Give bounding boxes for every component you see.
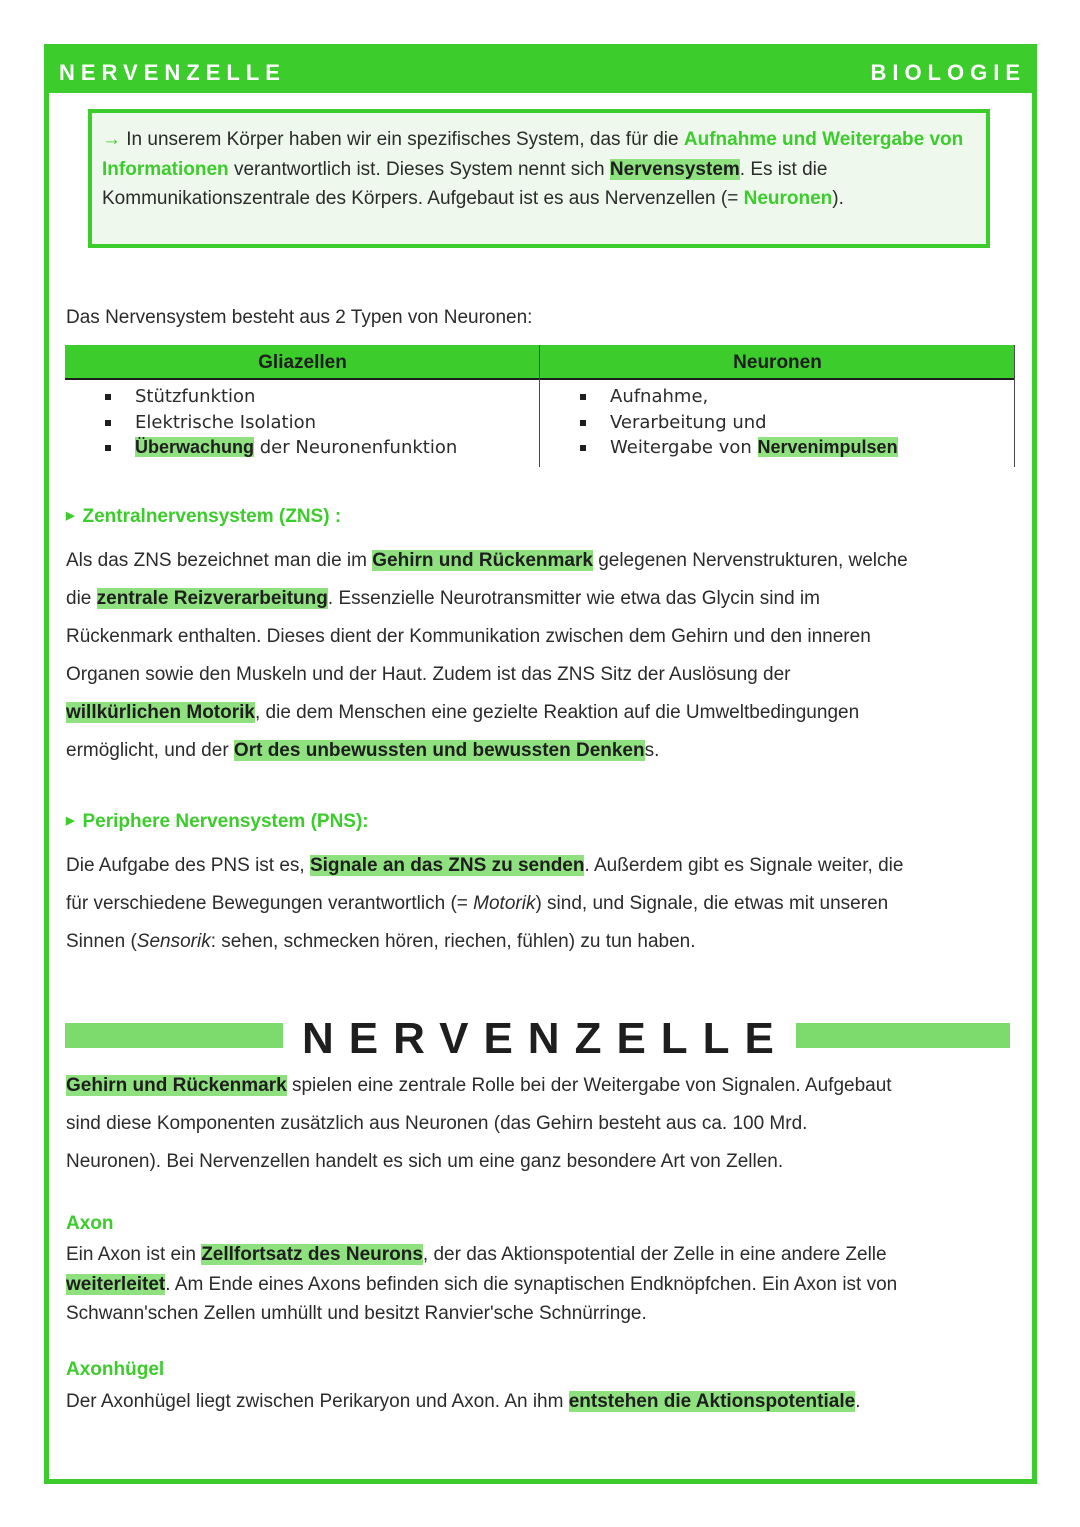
highlight: Ort des unbewussten und bewussten Denken	[233, 740, 645, 761]
table-header-gliazellen: Gliazellen	[65, 345, 540, 380]
intro-text: ).	[832, 188, 844, 209]
intro-text: . Es ist die Kommunikationszentrale des Körpers. Aufgebaut ist es aus Nervenzellen (=	[102, 158, 828, 209]
section-heading-pns: ▶ Periphere Nervensystem (PNS):	[66, 811, 369, 832]
highlight: entstehen die Aktionspotentiale	[568, 1391, 856, 1412]
title-bar-left	[65, 1023, 283, 1048]
types-intro: Das Nervensystem besteht aus 2 Typen von Neuronen:	[66, 307, 533, 328]
highlight: Gehirn und Rückenmark	[372, 550, 593, 571]
table-cell-neuronen	[540, 384, 1015, 471]
highlight: weiterleitet	[66, 1273, 166, 1295]
highlight: Signale an das ZNS zu senden	[309, 855, 585, 876]
neuron-types-table	[65, 345, 1015, 467]
intro-text: In unserem Körper haben wir ein spezifisches System, das für die	[121, 129, 684, 150]
axon-paragraph: Ein Axon ist ein Zellfortsatz des Neurons, der das Aktionspotential der Zelle in eine andere Zelle weiterleitet. Am Ende eines Axons befinden sich die synaptischen Endknöpfchen. Ein Axon ist von Schwann'schen Zellen umhüllt und besitzt Ranvier'sche Schnürringe.	[66, 1244, 898, 1324]
highlight: Gehirn und Rückenmark	[66, 1075, 287, 1096]
table-header-neuronen: Neuronen	[540, 345, 1015, 380]
list-item: Überwachung der Neuronenfunktion	[65, 435, 540, 461]
page-title: NERVENZELLE	[59, 60, 286, 85]
triangle-bullet-icon: ▶	[66, 510, 75, 522]
arrow-icon: →	[102, 129, 121, 150]
highlight: willkürlichen Motorik	[66, 702, 255, 723]
subject-label: BIOLOGIE	[870, 60, 1026, 85]
intro-keyword: Neuronen	[743, 188, 833, 209]
heading-axon: Axon	[66, 1213, 114, 1234]
pns-paragraph: Die Aufgabe des PNS ist es, Signale an das ZNS zu senden. Außerdem gibt es Signale weiter, die für verschiedene Bewegungen verantwortlich (= Motorik) sind, und Signale, die etwas mit unseren Sinnen (Sensorik: sehen, schmecken hören, riechen, fühlen) zu tun haben.	[66, 855, 904, 952]
intro-text: verantwortlich ist. Dieses System nennt sich	[228, 158, 610, 180]
zns-paragraph: Als das ZNS bezeichnet man die im Gehirn und Rückenmark gelegenen Nervenstrukturen, welche die zentrale Reizverarbeitung. Essenzielle Neurotransmitter wie etwa das Glycin sind im Rückenmark enthalten. Dieses dient der Kommunikation zwischen dem Gehirn und den inneren Organen sowie den Muskeln und der Haut. Zudem ist das ZNS Sitz der Auslösung der willkürlichen Motorik, die dem Menschen eine gezielte Reaktion auf die Umweltbedingungen ermöglicht, und der Ort des unbewussten und bewussten Denkens.	[66, 550, 908, 761]
header-bar	[49, 49, 1032, 93]
list-item: Elektrische Isolation	[65, 410, 540, 436]
intro-highlight: Nervensystem	[609, 158, 740, 180]
list-item: Weitergabe von Nervenimpulsen	[540, 435, 1015, 461]
section-heading-zns: ▶ Zentralnervensystem (ZNS) :	[66, 506, 342, 527]
list-item: Aufnahme,	[540, 384, 1015, 410]
list-item: Stützfunktion	[65, 384, 540, 410]
intro-keyword: Aufnahme und Weitergabe von Informationen	[102, 129, 964, 180]
highlight: zentrale Reizverarbeitung	[96, 588, 328, 609]
highlight: Zellfortsatz des Neurons	[201, 1244, 423, 1265]
intro-box	[88, 109, 990, 248]
table-cell-gliazellen	[65, 384, 540, 471]
nervenzelle-paragraph: Gehirn und Rückenmark spielen eine zentrale Rolle bei der Weitergabe von Signalen. Aufgebaut sind diese Komponenten zusätzlich aus Neuronen (das Gehirn besteht aus ca. 100 Mrd. Neuronen). Bei Nervenzellen handelt es sich um eine ganz besondere Art von Zellen.	[66, 1075, 892, 1172]
axonhuegel-paragraph: Der Axonhügel liegt zwischen Perikaryon und Axon. An ihm entstehen die Aktionspotentiale.	[66, 1391, 861, 1412]
list-item: Verarbeitung und	[540, 410, 1015, 436]
heading-axonhuegel: Axonhügel	[66, 1359, 165, 1380]
section-title-nervenzelle: NERVENZELLE	[302, 1014, 789, 1063]
title-bar-right	[796, 1023, 1010, 1048]
triangle-bullet-icon: ▶	[66, 815, 75, 827]
